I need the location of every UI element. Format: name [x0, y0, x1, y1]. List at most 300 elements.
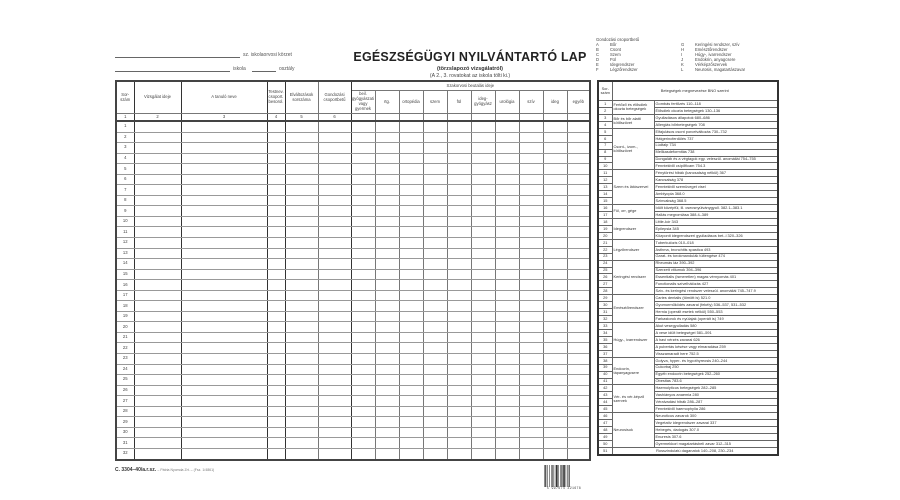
entry-cell[interactable] — [181, 195, 267, 206]
entry-cell[interactable] — [134, 301, 181, 312]
entry-cell[interactable] — [447, 280, 471, 291]
entry-cell[interactable] — [495, 448, 519, 459]
entry-cell[interactable] — [519, 185, 543, 196]
entry-cell[interactable] — [351, 164, 375, 175]
entry-cell[interactable] — [134, 406, 181, 417]
entry-cell[interactable] — [267, 164, 285, 175]
entry-cell[interactable] — [447, 332, 471, 343]
entry-cell[interactable] — [351, 438, 375, 449]
entry-cell[interactable] — [375, 143, 399, 154]
entry-cell[interactable] — [134, 385, 181, 396]
entry-cell[interactable] — [495, 290, 519, 301]
entry-cell[interactable] — [399, 195, 423, 206]
entry-cell[interactable] — [318, 121, 351, 132]
entry-cell[interactable] — [423, 259, 447, 270]
entry-cell[interactable] — [447, 406, 471, 417]
entry-cell[interactable] — [447, 354, 471, 365]
entry-cell[interactable] — [181, 185, 267, 196]
entry-cell[interactable] — [267, 385, 285, 396]
entry-cell[interactable] — [543, 164, 567, 175]
entry-cell[interactable] — [351, 406, 375, 417]
entry-cell[interactable] — [567, 406, 590, 417]
entry-cell[interactable] — [318, 143, 351, 154]
entry-cell[interactable] — [567, 216, 590, 227]
entry-cell[interactable] — [423, 417, 447, 428]
entry-cell[interactable] — [375, 375, 399, 386]
entry-cell[interactable] — [423, 227, 447, 238]
entry-cell[interactable] — [471, 206, 495, 217]
entry-cell[interactable] — [181, 343, 267, 354]
entry-cell[interactable] — [471, 375, 495, 386]
entry-cell[interactable] — [318, 332, 351, 343]
entry-cell[interactable] — [495, 195, 519, 206]
entry-cell[interactable] — [567, 185, 590, 196]
entry-cell[interactable] — [267, 438, 285, 449]
entry-cell[interactable] — [351, 280, 375, 291]
entry-cell[interactable] — [495, 438, 519, 449]
entry-cell[interactable] — [181, 238, 267, 249]
entry-cell[interactable] — [543, 227, 567, 238]
entry-cell[interactable] — [285, 417, 318, 428]
entry-cell[interactable] — [181, 427, 267, 438]
entry-cell[interactable] — [447, 238, 471, 249]
entry-cell[interactable] — [181, 448, 267, 459]
entry-cell[interactable] — [351, 248, 375, 259]
entry-cell[interactable] — [318, 322, 351, 333]
entry-cell[interactable] — [267, 280, 285, 291]
entry-cell[interactable] — [567, 269, 590, 280]
entry-cell[interactable] — [543, 448, 567, 459]
entry-cell[interactable] — [567, 448, 590, 459]
entry-cell[interactable] — [181, 301, 267, 312]
entry-cell[interactable] — [399, 301, 423, 312]
entry-cell[interactable] — [495, 132, 519, 143]
entry-cell[interactable] — [351, 396, 375, 407]
entry-cell[interactable] — [423, 290, 447, 301]
entry-cell[interactable] — [495, 216, 519, 227]
entry-cell[interactable] — [423, 238, 447, 249]
entry-cell[interactable] — [543, 259, 567, 270]
entry-cell[interactable] — [285, 195, 318, 206]
entry-cell[interactable] — [471, 143, 495, 154]
district-fill-line[interactable] — [115, 57, 240, 58]
school-fill-line[interactable] — [115, 71, 230, 72]
entry-cell[interactable] — [375, 164, 399, 175]
entry-cell[interactable] — [181, 280, 267, 291]
entry-cell[interactable] — [471, 195, 495, 206]
entry-cell[interactable] — [543, 121, 567, 132]
entry-cell[interactable] — [495, 375, 519, 386]
entry-cell[interactable] — [134, 343, 181, 354]
entry-cell[interactable] — [375, 174, 399, 185]
entry-cell[interactable] — [134, 322, 181, 333]
entry-cell[interactable] — [423, 364, 447, 375]
entry-cell[interactable] — [285, 238, 318, 249]
entry-cell[interactable] — [267, 427, 285, 438]
entry-cell[interactable] — [351, 206, 375, 217]
entry-cell[interactable] — [267, 185, 285, 196]
entry-cell[interactable] — [543, 248, 567, 259]
entry-cell[interactable] — [351, 417, 375, 428]
entry-cell[interactable] — [351, 143, 375, 154]
entry-cell[interactable] — [423, 195, 447, 206]
entry-cell[interactable] — [495, 259, 519, 270]
entry-cell[interactable] — [519, 132, 543, 143]
entry-cell[interactable] — [375, 364, 399, 375]
entry-cell[interactable] — [399, 216, 423, 227]
entry-cell[interactable] — [375, 227, 399, 238]
entry-cell[interactable] — [134, 121, 181, 132]
entry-cell[interactable] — [375, 185, 399, 196]
entry-cell[interactable] — [375, 332, 399, 343]
entry-cell[interactable] — [423, 301, 447, 312]
entry-cell[interactable] — [351, 364, 375, 375]
entry-cell[interactable] — [134, 174, 181, 185]
entry-cell[interactable] — [423, 216, 447, 227]
entry-cell[interactable] — [375, 206, 399, 217]
entry-cell[interactable] — [543, 206, 567, 217]
entry-cell[interactable] — [267, 396, 285, 407]
entry-cell[interactable] — [351, 185, 375, 196]
entry-cell[interactable] — [447, 195, 471, 206]
entry-cell[interactable] — [567, 143, 590, 154]
entry-cell[interactable] — [351, 332, 375, 343]
entry-cell[interactable] — [447, 311, 471, 322]
entry-cell[interactable] — [318, 164, 351, 175]
entry-cell[interactable] — [567, 343, 590, 354]
entry-cell[interactable] — [267, 269, 285, 280]
entry-cell[interactable] — [399, 438, 423, 449]
entry-cell[interactable] — [519, 238, 543, 249]
entry-cell[interactable] — [267, 121, 285, 132]
entry-cell[interactable] — [519, 406, 543, 417]
entry-cell[interactable] — [318, 269, 351, 280]
entry-cell[interactable] — [471, 259, 495, 270]
entry-cell[interactable] — [447, 132, 471, 143]
entry-cell[interactable] — [134, 290, 181, 301]
entry-cell[interactable] — [447, 121, 471, 132]
entry-cell[interactable] — [351, 427, 375, 438]
entry-cell[interactable] — [351, 343, 375, 354]
entry-cell[interactable] — [375, 153, 399, 164]
entry-cell[interactable] — [543, 354, 567, 365]
entry-cell[interactable] — [495, 322, 519, 333]
entry-cell[interactable] — [285, 227, 318, 238]
entry-cell[interactable] — [519, 385, 543, 396]
entry-cell[interactable] — [447, 343, 471, 354]
entry-cell[interactable] — [423, 448, 447, 459]
entry-cell[interactable] — [181, 132, 267, 143]
entry-cell[interactable] — [318, 195, 351, 206]
entry-cell[interactable] — [495, 185, 519, 196]
entry-cell[interactable] — [519, 174, 543, 185]
entry-cell[interactable] — [567, 385, 590, 396]
entry-cell[interactable] — [267, 343, 285, 354]
entry-cell[interactable] — [423, 406, 447, 417]
entry-cell[interactable] — [495, 354, 519, 365]
entry-cell[interactable] — [375, 216, 399, 227]
entry-cell[interactable] — [285, 354, 318, 365]
entry-cell[interactable] — [471, 227, 495, 238]
entry-cell[interactable] — [134, 259, 181, 270]
entry-cell[interactable] — [285, 280, 318, 291]
entry-cell[interactable] — [399, 354, 423, 365]
entry-cell[interactable] — [181, 143, 267, 154]
entry-cell[interactable] — [519, 290, 543, 301]
entry-cell[interactable] — [567, 195, 590, 206]
entry-cell[interactable] — [351, 238, 375, 249]
entry-cell[interactable] — [285, 248, 318, 259]
entry-cell[interactable] — [318, 438, 351, 449]
entry-cell[interactable] — [423, 121, 447, 132]
entry-cell[interactable] — [351, 216, 375, 227]
entry-cell[interactable] — [181, 438, 267, 449]
entry-cell[interactable] — [285, 322, 318, 333]
entry-cell[interactable] — [134, 227, 181, 238]
entry-cell[interactable] — [471, 238, 495, 249]
entry-cell[interactable] — [267, 417, 285, 428]
entry-cell[interactable] — [519, 354, 543, 365]
entry-cell[interactable] — [423, 143, 447, 154]
entry-cell[interactable] — [471, 185, 495, 196]
entry-cell[interactable] — [543, 332, 567, 343]
entry-cell[interactable] — [543, 238, 567, 249]
entry-cell[interactable] — [267, 174, 285, 185]
entry-cell[interactable] — [318, 132, 351, 143]
entry-cell[interactable] — [423, 354, 447, 365]
entry-cell[interactable] — [318, 364, 351, 375]
entry-cell[interactable] — [495, 364, 519, 375]
entry-cell[interactable] — [495, 121, 519, 132]
entry-cell[interactable] — [181, 206, 267, 217]
entry-cell[interactable] — [351, 259, 375, 270]
entry-cell[interactable] — [543, 301, 567, 312]
entry-cell[interactable] — [351, 174, 375, 185]
entry-cell[interactable] — [447, 143, 471, 154]
entry-cell[interactable] — [285, 216, 318, 227]
entry-cell[interactable] — [267, 301, 285, 312]
entry-cell[interactable] — [181, 259, 267, 270]
entry-cell[interactable] — [318, 448, 351, 459]
entry-cell[interactable] — [423, 280, 447, 291]
entry-cell[interactable] — [399, 375, 423, 386]
entry-cell[interactable] — [471, 153, 495, 164]
entry-cell[interactable] — [399, 427, 423, 438]
entry-cell[interactable] — [567, 322, 590, 333]
entry-cell[interactable] — [543, 322, 567, 333]
entry-cell[interactable] — [471, 174, 495, 185]
entry-cell[interactable] — [423, 206, 447, 217]
entry-cell[interactable] — [134, 311, 181, 322]
entry-cell[interactable] — [285, 448, 318, 459]
entry-cell[interactable] — [285, 343, 318, 354]
entry-cell[interactable] — [351, 311, 375, 322]
entry-cell[interactable] — [285, 132, 318, 143]
entry-cell[interactable] — [134, 417, 181, 428]
entry-cell[interactable] — [285, 259, 318, 270]
entry-cell[interactable] — [399, 248, 423, 259]
entry-cell[interactable] — [447, 385, 471, 396]
entry-cell[interactable] — [495, 206, 519, 217]
entry-cell[interactable] — [423, 248, 447, 259]
entry-cell[interactable] — [423, 375, 447, 386]
entry-cell[interactable] — [423, 332, 447, 343]
entry-cell[interactable] — [423, 396, 447, 407]
entry-cell[interactable] — [567, 227, 590, 238]
entry-cell[interactable] — [285, 206, 318, 217]
entry-cell[interactable] — [399, 132, 423, 143]
entry-cell[interactable] — [543, 396, 567, 407]
entry-cell[interactable] — [423, 174, 447, 185]
entry-cell[interactable] — [267, 153, 285, 164]
entry-cell[interactable] — [471, 343, 495, 354]
entry-cell[interactable] — [181, 164, 267, 175]
entry-cell[interactable] — [447, 185, 471, 196]
entry-cell[interactable] — [285, 438, 318, 449]
entry-cell[interactable] — [351, 375, 375, 386]
entry-cell[interactable] — [267, 216, 285, 227]
entry-cell[interactable] — [318, 417, 351, 428]
entry-cell[interactable] — [471, 311, 495, 322]
entry-cell[interactable] — [495, 396, 519, 407]
entry-cell[interactable] — [495, 417, 519, 428]
entry-cell[interactable] — [351, 227, 375, 238]
entry-cell[interactable] — [318, 311, 351, 322]
entry-cell[interactable] — [495, 227, 519, 238]
entry-cell[interactable] — [447, 269, 471, 280]
entry-cell[interactable] — [567, 438, 590, 449]
entry-cell[interactable] — [375, 195, 399, 206]
entry-cell[interactable] — [471, 121, 495, 132]
entry-cell[interactable] — [423, 343, 447, 354]
entry-cell[interactable] — [134, 375, 181, 386]
entry-cell[interactable] — [134, 153, 181, 164]
entry-cell[interactable] — [543, 385, 567, 396]
entry-cell[interactable] — [543, 132, 567, 143]
entry-cell[interactable] — [134, 354, 181, 365]
entry-cell[interactable] — [567, 290, 590, 301]
entry-cell[interactable] — [134, 216, 181, 227]
entry-cell[interactable] — [519, 438, 543, 449]
entry-cell[interactable] — [134, 195, 181, 206]
entry-cell[interactable] — [543, 364, 567, 375]
entry-cell[interactable] — [399, 269, 423, 280]
entry-cell[interactable] — [285, 185, 318, 196]
entry-cell[interactable] — [543, 216, 567, 227]
entry-cell[interactable] — [285, 364, 318, 375]
entry-cell[interactable] — [543, 375, 567, 386]
entry-cell[interactable] — [471, 290, 495, 301]
entry-cell[interactable] — [285, 174, 318, 185]
entry-cell[interactable] — [399, 385, 423, 396]
entry-cell[interactable] — [567, 396, 590, 407]
entry-cell[interactable] — [181, 153, 267, 164]
entry-cell[interactable] — [181, 227, 267, 238]
entry-cell[interactable] — [267, 238, 285, 249]
entry-cell[interactable] — [567, 280, 590, 291]
entry-cell[interactable] — [267, 448, 285, 459]
entry-cell[interactable] — [471, 332, 495, 343]
entry-cell[interactable] — [567, 153, 590, 164]
entry-cell[interactable] — [399, 417, 423, 428]
entry-cell[interactable] — [447, 259, 471, 270]
entry-cell[interactable] — [399, 143, 423, 154]
entry-cell[interactable] — [375, 385, 399, 396]
entry-cell[interactable] — [134, 269, 181, 280]
entry-cell[interactable] — [543, 438, 567, 449]
entry-cell[interactable] — [181, 322, 267, 333]
entry-cell[interactable] — [567, 375, 590, 386]
entry-cell[interactable] — [543, 269, 567, 280]
entry-cell[interactable] — [318, 406, 351, 417]
entry-cell[interactable] — [447, 396, 471, 407]
entry-cell[interactable] — [495, 311, 519, 322]
entry-cell[interactable] — [351, 153, 375, 164]
entry-cell[interactable] — [351, 121, 375, 132]
entry-cell[interactable] — [375, 259, 399, 270]
entry-cell[interactable] — [134, 280, 181, 291]
entry-cell[interactable] — [181, 396, 267, 407]
entry-cell[interactable] — [495, 269, 519, 280]
entry-cell[interactable] — [134, 185, 181, 196]
entry-cell[interactable] — [567, 354, 590, 365]
entry-cell[interactable] — [267, 354, 285, 365]
entry-cell[interactable] — [399, 185, 423, 196]
entry-cell[interactable] — [285, 332, 318, 343]
entry-cell[interactable] — [447, 174, 471, 185]
entry-cell[interactable] — [134, 332, 181, 343]
entry-cell[interactable] — [318, 354, 351, 365]
entry-cell[interactable] — [423, 385, 447, 396]
entry-cell[interactable] — [399, 406, 423, 417]
entry-cell[interactable] — [181, 216, 267, 227]
entry-cell[interactable] — [399, 227, 423, 238]
entry-cell[interactable] — [447, 206, 471, 217]
entry-cell[interactable] — [495, 238, 519, 249]
entry-cell[interactable] — [519, 195, 543, 206]
class-fill-line[interactable] — [252, 71, 276, 72]
entry-cell[interactable] — [181, 311, 267, 322]
entry-cell[interactable] — [181, 417, 267, 428]
entry-cell[interactable] — [267, 364, 285, 375]
entry-cell[interactable] — [519, 280, 543, 291]
entry-cell[interactable] — [399, 206, 423, 217]
entry-cell[interactable] — [471, 427, 495, 438]
entry-cell[interactable] — [519, 164, 543, 175]
entry-cell[interactable] — [519, 332, 543, 343]
entry-cell[interactable] — [267, 332, 285, 343]
entry-cell[interactable] — [285, 385, 318, 396]
entry-cell[interactable] — [567, 248, 590, 259]
entry-cell[interactable] — [351, 301, 375, 312]
entry-cell[interactable] — [351, 448, 375, 459]
entry-cell[interactable] — [267, 227, 285, 238]
entry-cell[interactable] — [134, 206, 181, 217]
entry-cell[interactable] — [447, 248, 471, 259]
entry-cell[interactable] — [543, 343, 567, 354]
entry-cell[interactable] — [134, 364, 181, 375]
entry-cell[interactable] — [543, 427, 567, 438]
entry-cell[interactable] — [351, 354, 375, 365]
entry-cell[interactable] — [471, 322, 495, 333]
entry-cell[interactable] — [399, 364, 423, 375]
entry-cell[interactable] — [318, 206, 351, 217]
entry-cell[interactable] — [285, 301, 318, 312]
entry-cell[interactable] — [399, 332, 423, 343]
entry-cell[interactable] — [318, 280, 351, 291]
entry-cell[interactable] — [519, 248, 543, 259]
entry-cell[interactable] — [399, 238, 423, 249]
